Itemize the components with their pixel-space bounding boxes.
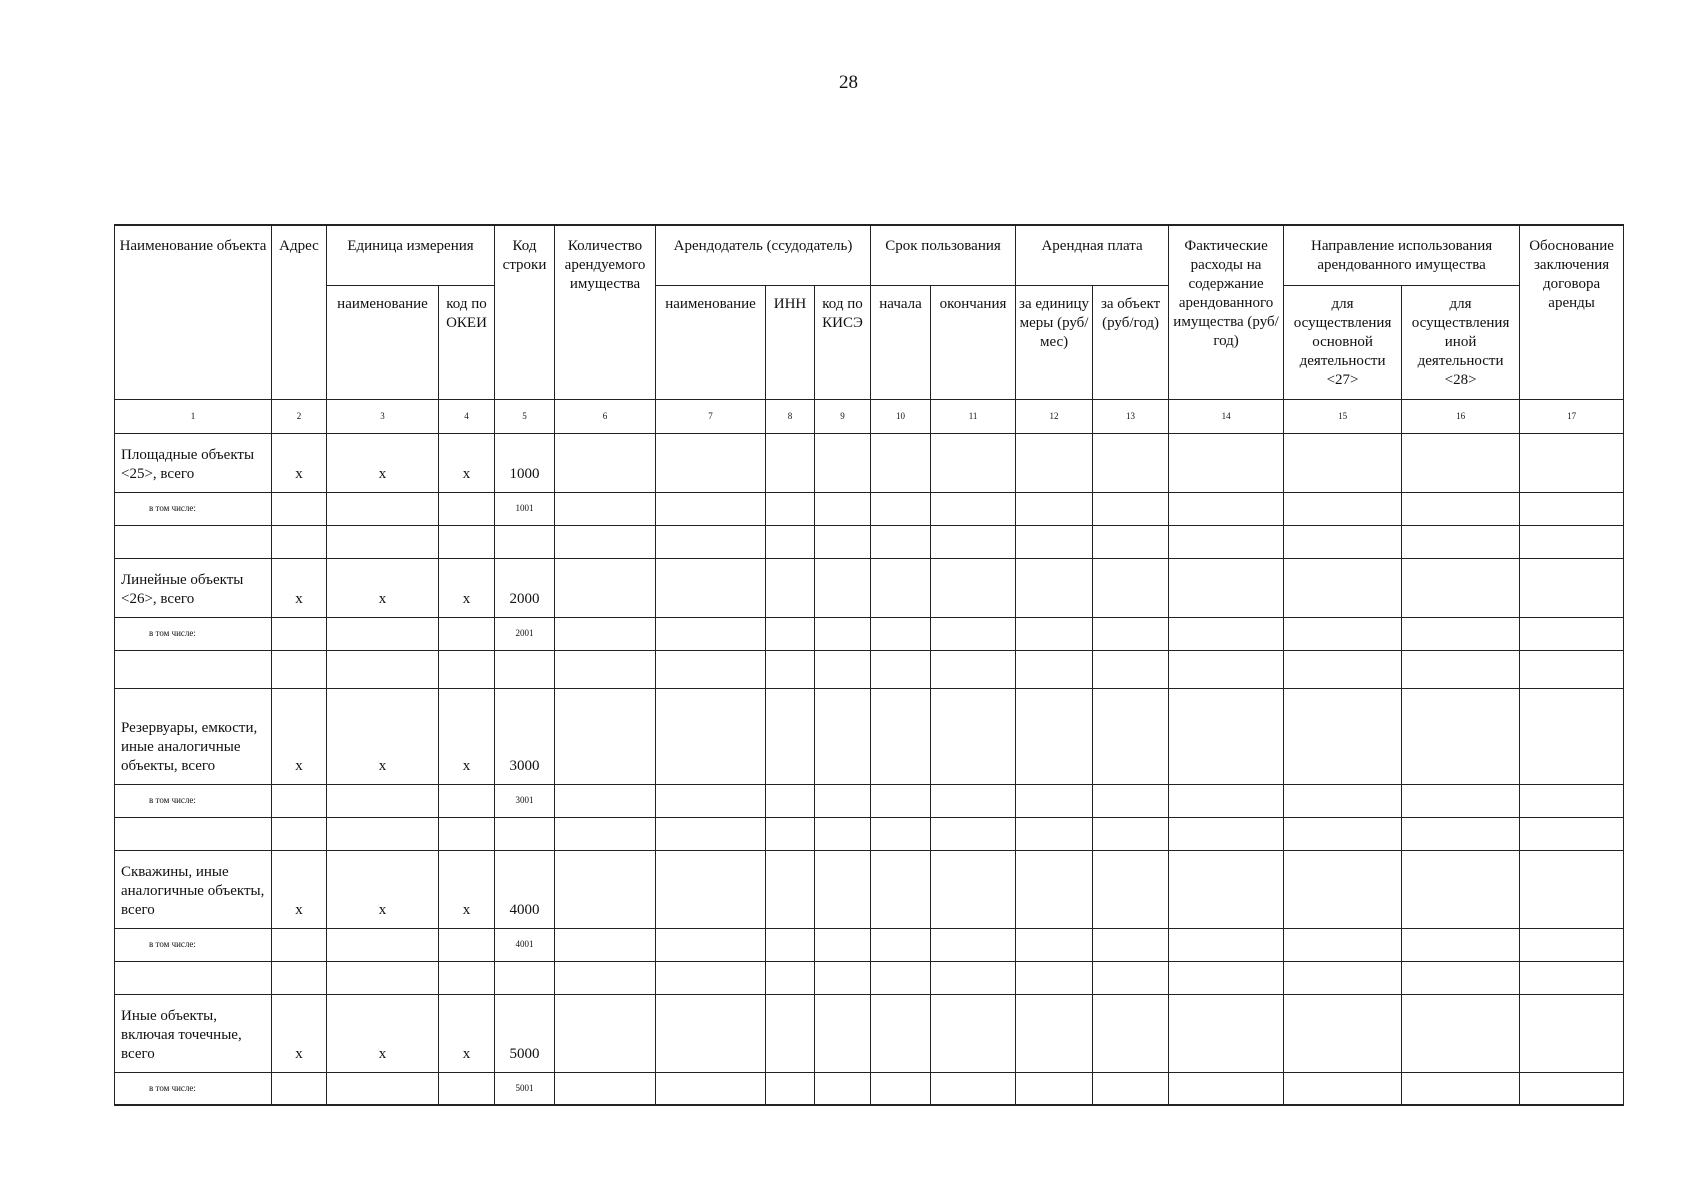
empty-cell[interactable] — [815, 1072, 871, 1105]
empty-cell[interactable] — [656, 817, 766, 850]
table-row-sub — [115, 492, 1624, 525]
empty-cell[interactable] — [1284, 525, 1402, 558]
empty-cell[interactable] — [1169, 688, 1284, 784]
empty-cell[interactable] — [115, 817, 272, 850]
empty-cell[interactable] — [871, 650, 931, 688]
col-header-term-end: окончания — [931, 285, 1016, 399]
column-index: 6 — [555, 399, 656, 433]
col-header-lessor-kise: код по КИСЭ — [815, 285, 871, 399]
empty-cell[interactable] — [272, 650, 327, 688]
empty-cell[interactable] — [439, 784, 495, 817]
empty-cell[interactable] — [815, 433, 871, 492]
mark-cell: x — [327, 558, 439, 617]
empty-cell[interactable] — [766, 994, 815, 1072]
empty-cell[interactable] — [871, 492, 931, 525]
empty-cell[interactable] — [1093, 1072, 1169, 1105]
empty-cell[interactable] — [1402, 961, 1520, 994]
col-header-direction-other: для осуществления иной деятельности <28> — [1402, 285, 1520, 399]
empty-cell[interactable] — [439, 492, 495, 525]
column-index: 10 — [871, 399, 931, 433]
table-row-total — [115, 994, 1624, 1072]
empty-cell[interactable] — [272, 784, 327, 817]
empty-cell[interactable] — [931, 525, 1016, 558]
empty-cell[interactable] — [439, 1072, 495, 1105]
empty-cell[interactable] — [1284, 1072, 1402, 1105]
col-header-rent-unit: за единицу меры (руб/мес) — [1016, 285, 1093, 399]
col-header-direction-main: для осуществления основной деятельности <27> — [1284, 285, 1402, 399]
empty-cell[interactable] — [931, 617, 1016, 650]
col-header-term-start: начала — [871, 285, 931, 399]
empty-cell[interactable] — [1520, 784, 1624, 817]
empty-cell[interactable] — [555, 928, 656, 961]
table-row-total — [115, 433, 1624, 492]
empty-cell[interactable] — [931, 817, 1016, 850]
empty-cell[interactable] — [871, 688, 931, 784]
empty-cell[interactable] — [766, 525, 815, 558]
table-row-sub — [115, 617, 1624, 650]
mark-cell: x — [272, 994, 327, 1072]
empty-cell[interactable] — [1093, 961, 1169, 994]
empty-cell[interactable] — [815, 492, 871, 525]
empty-cell[interactable] — [766, 688, 815, 784]
empty-cell[interactable] — [1520, 994, 1624, 1072]
empty-cell[interactable] — [1093, 928, 1169, 961]
mark-cell: x — [272, 558, 327, 617]
row-name: Линейные объекты <26>, всего — [115, 558, 272, 617]
empty-cell[interactable] — [1093, 525, 1169, 558]
empty-cell[interactable] — [1016, 850, 1093, 928]
mark-cell: x — [439, 994, 495, 1072]
mark-cell: x — [439, 688, 495, 784]
column-index-row — [115, 399, 1624, 433]
empty-cell[interactable] — [656, 850, 766, 928]
empty-cell[interactable] — [1520, 928, 1624, 961]
column-index: 15 — [1284, 399, 1402, 433]
mark-cell: x — [272, 688, 327, 784]
empty-cell[interactable] — [1402, 558, 1520, 617]
empty-cell[interactable] — [656, 558, 766, 617]
empty-cell[interactable] — [1520, 817, 1624, 850]
empty-cell[interactable] — [1169, 650, 1284, 688]
empty-cell[interactable] — [931, 433, 1016, 492]
empty-cell[interactable] — [1402, 817, 1520, 850]
empty-cell[interactable] — [871, 433, 931, 492]
empty-cell[interactable] — [766, 817, 815, 850]
empty-cell[interactable] — [1402, 1072, 1520, 1105]
empty-cell[interactable] — [327, 784, 439, 817]
empty-cell[interactable] — [656, 994, 766, 1072]
empty-cell[interactable] — [1520, 525, 1624, 558]
table-row-sub — [115, 784, 1624, 817]
empty-cell[interactable] — [815, 617, 871, 650]
empty-cell[interactable] — [815, 784, 871, 817]
empty-cell[interactable] — [272, 1072, 327, 1105]
row-code: 5000 — [495, 994, 555, 1072]
empty-cell[interactable] — [815, 688, 871, 784]
col-header-lessor: Арендодатель (ссудодатель) — [656, 225, 871, 285]
table-row-total — [115, 688, 1624, 784]
empty-cell[interactable] — [1016, 784, 1093, 817]
empty-cell[interactable] — [1402, 617, 1520, 650]
empty-cell[interactable] — [871, 784, 931, 817]
empty-cell[interactable] — [555, 784, 656, 817]
header-row-sub — [115, 285, 1624, 399]
empty-cell[interactable] — [495, 525, 555, 558]
table-row-total — [115, 850, 1624, 928]
empty-cell[interactable] — [766, 928, 815, 961]
empty-cell[interactable] — [871, 1072, 931, 1105]
column-index: 2 — [272, 399, 327, 433]
empty-cell[interactable] — [1520, 433, 1624, 492]
empty-cell[interactable] — [815, 850, 871, 928]
empty-cell[interactable] — [1284, 928, 1402, 961]
empty-cell[interactable] — [327, 650, 439, 688]
row-code: 3000 — [495, 688, 555, 784]
empty-cell[interactable] — [439, 525, 495, 558]
empty-cell[interactable] — [656, 784, 766, 817]
empty-cell[interactable] — [555, 850, 656, 928]
empty-cell[interactable] — [115, 525, 272, 558]
table-row-empty — [115, 525, 1624, 558]
empty-cell[interactable] — [495, 650, 555, 688]
col-header-term: Срок пользования — [871, 225, 1016, 285]
column-index: 12 — [1016, 399, 1093, 433]
empty-cell[interactable] — [815, 817, 871, 850]
col-header-row-code: Код строки — [495, 225, 555, 399]
empty-cell[interactable] — [1520, 558, 1624, 617]
empty-cell[interactable] — [1402, 994, 1520, 1072]
empty-cell[interactable] — [1016, 558, 1093, 617]
empty-cell[interactable] — [555, 961, 656, 994]
row-sub-code: 2001 — [495, 617, 555, 650]
empty-cell[interactable] — [1169, 961, 1284, 994]
table-row-sub — [115, 928, 1624, 961]
col-header-address: Адрес — [272, 225, 327, 399]
row-sub-label: в том числе: — [115, 1072, 272, 1105]
empty-cell[interactable] — [1520, 650, 1624, 688]
col-header-quantity: Количество арендуемого имущества — [555, 225, 656, 399]
header-row-main — [115, 225, 1624, 285]
mark-cell: x — [327, 688, 439, 784]
empty-cell[interactable] — [1284, 994, 1402, 1072]
empty-cell[interactable] — [1016, 650, 1093, 688]
empty-cell[interactable] — [272, 617, 327, 650]
mark-cell: x — [327, 850, 439, 928]
empty-cell[interactable] — [1169, 525, 1284, 558]
row-name: Резервуары, емкости, иные аналогичные объекты, всего — [115, 688, 272, 784]
empty-cell[interactable] — [1520, 1072, 1624, 1105]
row-name: Скважины, иные аналогичные объекты, всего — [115, 850, 272, 928]
empty-cell[interactable] — [1169, 928, 1284, 961]
col-header-lessor-inn: ИНН — [766, 285, 815, 399]
empty-cell[interactable] — [1402, 850, 1520, 928]
empty-cell[interactable] — [656, 961, 766, 994]
empty-cell[interactable] — [439, 617, 495, 650]
empty-cell[interactable] — [871, 817, 931, 850]
col-header-direction: Направление использования арендованного имущества — [1284, 225, 1520, 285]
empty-cell[interactable] — [1093, 994, 1169, 1072]
empty-cell[interactable] — [1402, 928, 1520, 961]
mark-cell: x — [272, 850, 327, 928]
empty-cell[interactable] — [272, 492, 327, 525]
empty-cell[interactable] — [555, 688, 656, 784]
empty-cell[interactable] — [871, 617, 931, 650]
row-sub-label: в том числе: — [115, 784, 272, 817]
column-index: 16 — [1402, 399, 1520, 433]
empty-cell[interactable] — [1093, 492, 1169, 525]
empty-cell[interactable] — [931, 650, 1016, 688]
empty-cell[interactable] — [272, 961, 327, 994]
column-index: 5 — [495, 399, 555, 433]
empty-cell[interactable] — [439, 961, 495, 994]
column-index: 3 — [327, 399, 439, 433]
row-name: Площадные объекты <25>, всего — [115, 433, 272, 492]
table-row-sub — [115, 1072, 1624, 1105]
empty-cell[interactable] — [871, 994, 931, 1072]
empty-cell[interactable] — [1402, 650, 1520, 688]
column-index: 4 — [439, 399, 495, 433]
empty-cell[interactable] — [766, 784, 815, 817]
empty-cell[interactable] — [555, 558, 656, 617]
empty-cell[interactable] — [766, 433, 815, 492]
empty-cell[interactable] — [766, 961, 815, 994]
empty-cell[interactable] — [871, 928, 931, 961]
empty-cell[interactable] — [931, 558, 1016, 617]
empty-cell[interactable] — [439, 928, 495, 961]
empty-cell[interactable] — [1169, 492, 1284, 525]
empty-cell[interactable] — [815, 961, 871, 994]
empty-cell[interactable] — [656, 650, 766, 688]
row-sub-label: в том числе: — [115, 492, 272, 525]
empty-cell[interactable] — [1093, 784, 1169, 817]
column-index: 17 — [1520, 399, 1624, 433]
empty-cell[interactable] — [1284, 817, 1402, 850]
empty-cell[interactable] — [1016, 688, 1093, 784]
empty-cell[interactable] — [327, 492, 439, 525]
empty-cell[interactable] — [495, 817, 555, 850]
table-row-empty — [115, 961, 1624, 994]
empty-cell[interactable] — [931, 1072, 1016, 1105]
empty-cell[interactable] — [1284, 433, 1402, 492]
mark-cell: x — [439, 558, 495, 617]
empty-cell[interactable] — [931, 994, 1016, 1072]
empty-cell[interactable] — [1402, 688, 1520, 784]
column-index: 1 — [115, 399, 272, 433]
empty-cell[interactable] — [656, 525, 766, 558]
empty-cell[interactable] — [1284, 961, 1402, 994]
col-header-justification: Обоснование заключения договора аренды — [1520, 225, 1624, 399]
empty-cell[interactable] — [327, 817, 439, 850]
empty-cell[interactable] — [1016, 817, 1093, 850]
column-index: 14 — [1169, 399, 1284, 433]
empty-cell[interactable] — [656, 433, 766, 492]
empty-cell[interactable] — [1093, 817, 1169, 850]
row-sub-code: 5001 — [495, 1072, 555, 1105]
empty-cell[interactable] — [815, 650, 871, 688]
empty-cell[interactable] — [1284, 784, 1402, 817]
empty-cell[interactable] — [931, 688, 1016, 784]
column-index: 11 — [931, 399, 1016, 433]
empty-cell[interactable] — [1169, 433, 1284, 492]
empty-cell[interactable] — [495, 961, 555, 994]
empty-cell[interactable] — [815, 994, 871, 1072]
empty-cell[interactable] — [1016, 928, 1093, 961]
empty-cell[interactable] — [1093, 650, 1169, 688]
column-index: 9 — [815, 399, 871, 433]
empty-cell[interactable] — [1016, 433, 1093, 492]
empty-cell[interactable] — [1402, 525, 1520, 558]
empty-cell[interactable] — [1016, 1072, 1093, 1105]
empty-cell[interactable] — [1169, 617, 1284, 650]
col-header-rent-object: за объект (руб/год) — [1093, 285, 1169, 399]
empty-cell[interactable] — [766, 617, 815, 650]
empty-cell[interactable] — [1520, 688, 1624, 784]
empty-cell[interactable] — [1284, 617, 1402, 650]
empty-cell[interactable] — [327, 1072, 439, 1105]
row-code: 4000 — [495, 850, 555, 928]
empty-cell[interactable] — [1169, 784, 1284, 817]
empty-cell[interactable] — [1402, 784, 1520, 817]
empty-cell[interactable] — [272, 817, 327, 850]
empty-cell[interactable] — [815, 525, 871, 558]
col-header-unit: Единица измерения — [327, 225, 495, 285]
empty-cell[interactable] — [1284, 650, 1402, 688]
empty-cell[interactable] — [766, 1072, 815, 1105]
empty-cell[interactable] — [931, 928, 1016, 961]
empty-cell[interactable] — [1520, 850, 1624, 928]
row-code: 1000 — [495, 433, 555, 492]
empty-cell[interactable] — [327, 525, 439, 558]
empty-cell[interactable] — [439, 817, 495, 850]
mark-cell: x — [272, 433, 327, 492]
empty-cell[interactable] — [871, 558, 931, 617]
col-header-actual-costs: Фактические расходы на содержание арендованного имущества (руб/год) — [1169, 225, 1284, 399]
empty-cell[interactable] — [555, 650, 656, 688]
empty-cell[interactable] — [656, 928, 766, 961]
empty-cell[interactable] — [931, 784, 1016, 817]
row-name: Иные объекты, включая точечные, всего — [115, 994, 272, 1072]
row-sub-code: 3001 — [495, 784, 555, 817]
empty-cell[interactable] — [1284, 492, 1402, 525]
empty-cell[interactable] — [1016, 961, 1093, 994]
empty-cell[interactable] — [115, 961, 272, 994]
col-header-rent: Арендная плата — [1016, 225, 1169, 285]
empty-cell[interactable] — [1169, 850, 1284, 928]
empty-cell[interactable] — [766, 558, 815, 617]
col-header-unit-name: наименование — [327, 285, 439, 399]
empty-cell[interactable] — [815, 558, 871, 617]
empty-cell[interactable] — [327, 928, 439, 961]
empty-cell[interactable] — [1093, 558, 1169, 617]
rental-property-table — [114, 224, 1624, 1106]
row-code: 2000 — [495, 558, 555, 617]
empty-cell[interactable] — [871, 961, 931, 994]
empty-cell[interactable] — [1284, 688, 1402, 784]
mark-cell: x — [327, 994, 439, 1072]
empty-cell[interactable] — [1169, 817, 1284, 850]
row-sub-code: 4001 — [495, 928, 555, 961]
empty-cell[interactable] — [1169, 994, 1284, 1072]
row-sub-label: в том числе: — [115, 617, 272, 650]
col-header-name: Наименование объекта — [115, 225, 272, 399]
empty-cell[interactable] — [1093, 433, 1169, 492]
empty-cell[interactable] — [327, 961, 439, 994]
empty-cell[interactable] — [1284, 558, 1402, 617]
empty-cell[interactable] — [272, 525, 327, 558]
empty-cell[interactable] — [1016, 994, 1093, 1072]
empty-cell[interactable] — [1520, 492, 1624, 525]
mark-cell: x — [439, 850, 495, 928]
empty-cell[interactable] — [1093, 850, 1169, 928]
empty-cell[interactable] — [1520, 961, 1624, 994]
col-header-lessor-name: наименование — [656, 285, 766, 399]
empty-cell[interactable] — [1016, 617, 1093, 650]
empty-cell[interactable] — [1169, 1072, 1284, 1105]
empty-cell[interactable] — [815, 928, 871, 961]
empty-cell[interactable] — [115, 650, 272, 688]
empty-cell[interactable] — [555, 1072, 656, 1105]
empty-cell[interactable] — [1093, 617, 1169, 650]
table-row-total — [115, 558, 1624, 617]
row-sub-label: в том числе: — [115, 928, 272, 961]
empty-cell[interactable] — [327, 617, 439, 650]
empty-cell[interactable] — [1016, 492, 1093, 525]
empty-cell[interactable] — [1402, 492, 1520, 525]
empty-cell[interactable] — [766, 492, 815, 525]
empty-cell[interactable] — [555, 817, 656, 850]
empty-cell[interactable] — [439, 650, 495, 688]
empty-cell[interactable] — [555, 617, 656, 650]
table-row-empty — [115, 650, 1624, 688]
mark-cell: x — [327, 433, 439, 492]
col-header-unit-okei: код по ОКЕИ — [439, 285, 495, 399]
empty-cell[interactable] — [871, 525, 931, 558]
empty-cell[interactable] — [656, 1072, 766, 1105]
empty-cell[interactable] — [1016, 525, 1093, 558]
empty-cell[interactable] — [1520, 617, 1624, 650]
mark-cell: x — [439, 433, 495, 492]
column-index: 8 — [766, 399, 815, 433]
empty-cell[interactable] — [656, 492, 766, 525]
empty-cell[interactable] — [555, 525, 656, 558]
column-index: 13 — [1093, 399, 1169, 433]
empty-cell[interactable] — [931, 961, 1016, 994]
empty-cell[interactable] — [555, 492, 656, 525]
empty-cell[interactable] — [272, 928, 327, 961]
empty-cell[interactable] — [871, 850, 931, 928]
empty-cell[interactable] — [1169, 558, 1284, 617]
column-index: 7 — [656, 399, 766, 433]
empty-cell[interactable] — [931, 850, 1016, 928]
empty-cell[interactable] — [1284, 850, 1402, 928]
empty-cell[interactable] — [656, 617, 766, 650]
empty-cell[interactable] — [931, 492, 1016, 525]
empty-cell[interactable] — [555, 433, 656, 492]
empty-cell[interactable] — [766, 650, 815, 688]
empty-cell[interactable] — [1093, 688, 1169, 784]
empty-cell[interactable] — [656, 688, 766, 784]
table-row-empty — [115, 817, 1624, 850]
empty-cell[interactable] — [766, 850, 815, 928]
empty-cell[interactable] — [1402, 433, 1520, 492]
row-sub-code: 1001 — [495, 492, 555, 525]
page-number: 28 — [839, 72, 858, 93]
empty-cell[interactable] — [555, 994, 656, 1072]
